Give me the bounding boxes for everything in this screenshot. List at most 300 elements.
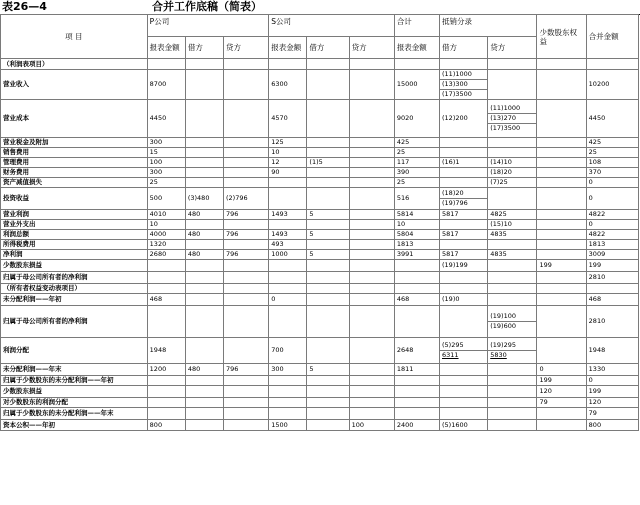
cell-p-credit: (2)796 [224,188,269,210]
cell-consolidated: 370 [586,168,638,178]
cell-s-report: 493 [269,240,307,250]
cell-p-credit [224,178,269,188]
cell-s-credit [349,284,394,294]
cell-p-debit: 480 [185,210,223,220]
cell-elim-debit [440,168,488,178]
elimination-entry: (16)1 [442,158,460,166]
cell-p-debit [185,398,223,408]
cell-s-credit [349,100,394,138]
cell-total: 1811 [394,364,439,376]
cell-p-report: 10 [147,220,185,230]
cell-p-credit [224,386,269,398]
elimination-entry: (11)1000 [442,70,472,78]
cell-p-report: 1200 [147,364,185,376]
row-label: 少数股东损益 [1,386,148,398]
table-row [1,168,639,178]
cell-elim-credit [488,364,537,376]
cell-p-report [147,376,185,386]
cell-minority [537,338,586,364]
elimination-entry: (19)600 [488,321,536,331]
row-label: 销售费用 [1,148,148,158]
table-row [1,284,639,294]
cell-minority [537,188,586,210]
cell-s-debit: 5 [307,250,349,260]
row-label: 营业利润 [1,210,148,220]
cell-p-debit [185,178,223,188]
cell-elim-credit [488,178,537,188]
cell-p-debit [185,220,223,230]
cell-minority [537,178,586,188]
cell-total [394,59,439,70]
table-row [1,408,639,420]
cell-elim-credit [488,138,537,148]
header-minority: 少数股东权益 [537,15,586,59]
cell-s-report [269,306,307,338]
cell-total: 1813 [394,240,439,250]
row-label: 净利润 [1,250,148,260]
cell-total [394,408,439,420]
elimination-entry: (13)270 [488,113,536,123]
cell-elim-debit [440,272,488,284]
cell-s-credit [349,250,394,260]
cell-p-credit [224,306,269,338]
cell-elim-credit [488,188,537,210]
cell-elim-debit [440,398,488,408]
cell-elim-credit [488,210,537,220]
cell-elim-debit [440,220,488,230]
cell-elim-debit [440,100,488,138]
cell-s-report [269,220,307,230]
cell-s-debit [307,70,349,100]
cell-s-debit: (1)5 [307,158,349,168]
table-row [1,386,639,398]
cell-p-debit [185,294,223,306]
row-label: 利润分配 [1,338,148,364]
cell-s-report [269,284,307,294]
cell-s-credit [349,188,394,210]
cell-consolidated: 108 [586,158,638,168]
cell-p-report: 1320 [147,240,185,250]
cell-s-credit [349,70,394,100]
cell-p-report [147,386,185,398]
cell-s-debit: 5 [307,364,349,376]
cell-p-report: 300 [147,138,185,148]
cell-consolidated: 199 [586,260,638,272]
cell-s-debit [307,59,349,70]
cell-total [394,306,439,338]
header-s-credit: 贷方 [349,37,394,59]
cell-s-report: 300 [269,364,307,376]
cell-p-credit [224,420,269,431]
cell-s-report: 0 [269,294,307,306]
table-row [1,364,639,376]
cell-p-credit: 796 [224,364,269,376]
row-label: 营业收入 [1,70,148,100]
table-row [1,250,639,260]
cell-s-report [269,59,307,70]
cell-p-report [147,272,185,284]
cell-total [394,284,439,294]
elimination-entry: (19)295 [490,341,516,349]
cell-s-report [269,178,307,188]
cell-minority [537,220,586,230]
elimination-entry: (13)300 [440,79,487,89]
table-number: 表26—4 [2,0,47,13]
cell-p-credit [224,168,269,178]
cell-p-report [147,408,185,420]
cell-total: 516 [394,188,439,210]
row-label: 未分配利润——年末 [1,364,148,376]
cell-consolidated [586,284,638,294]
header-elim-credit: 贷方 [488,37,537,59]
cell-minority [537,148,586,158]
cell-consolidated [586,59,638,70]
cell-elim-debit [440,158,488,168]
cell-s-report [269,376,307,386]
cell-minority [537,420,586,431]
table-row [1,306,639,338]
cell-elim-credit [488,100,537,138]
cell-p-debit [185,338,223,364]
table-row [1,100,639,138]
cell-s-credit [349,398,394,408]
header-p-credit: 贷方 [224,37,269,59]
cell-elim-debit [440,70,488,100]
row-label: （所有者权益变动表项目） [1,284,148,294]
cell-s-debit [307,386,349,398]
cell-total: 5804 [394,230,439,240]
elimination-entry: (18)20 [490,168,512,176]
elimination-entry: (11)1000 [490,104,521,112]
cell-s-debit [307,408,349,420]
cell-total [394,386,439,398]
cell-elim-credit [488,158,537,168]
elimination-entry: (14)10 [490,158,512,166]
cell-s-debit [307,240,349,250]
cell-s-report: 1493 [269,230,307,240]
cell-elim-debit [440,178,488,188]
cell-s-credit [349,138,394,148]
cell-s-debit [307,260,349,272]
cell-total: 117 [394,158,439,168]
cell-s-credit [349,386,394,398]
cell-total: 10 [394,220,439,230]
cell-s-debit [307,148,349,158]
cell-consolidated: 79 [586,408,638,420]
cell-total [394,260,439,272]
cell-p-report: 800 [147,420,185,431]
cell-minority [537,250,586,260]
cell-minority [537,70,586,100]
cell-p-report: 468 [147,294,185,306]
cell-minority [537,138,586,148]
elimination-entry: (5)295 [442,341,464,349]
cell-elim-debit [440,408,488,420]
header-s-company: S公司 [269,15,395,37]
cell-p-report: 25 [147,178,185,188]
cell-minority: 199 [537,260,586,272]
row-label: 营业税金及附加 [1,138,148,148]
cell-s-report [269,408,307,420]
cell-elim-credit [488,284,537,294]
table-row [1,240,639,250]
row-label: 投资收益 [1,188,148,210]
cell-p-debit [185,158,223,168]
cell-s-debit [307,338,349,364]
elimination-entry: (17)3500 [488,123,536,133]
cell-s-credit [349,178,394,188]
cell-p-credit: 796 [224,250,269,260]
cell-elim-credit [488,260,537,272]
cell-s-report: 125 [269,138,307,148]
cell-elim-debit [440,364,488,376]
cell-total: 25 [394,148,439,158]
elimination-entry: 6311 [440,350,487,360]
cell-p-debit [185,240,223,250]
cell-s-debit [307,376,349,386]
cell-s-report: 1493 [269,210,307,220]
cell-p-debit: 480 [185,250,223,260]
cell-p-credit [224,220,269,230]
cell-p-report: 300 [147,168,185,178]
cell-p-debit [185,138,223,148]
cell-s-debit: 5 [307,230,349,240]
cell-s-report [269,398,307,408]
cell-elim-credit [488,230,537,240]
cell-minority [537,210,586,220]
cell-consolidated: 1948 [586,338,638,364]
cell-total: 425 [394,138,439,148]
cell-consolidated: 120 [586,398,638,408]
table-row [1,210,639,220]
cell-minority: 0 [537,364,586,376]
cell-p-debit [185,306,223,338]
cell-elim-credit [488,408,537,420]
cell-s-report: 1500 [269,420,307,431]
cell-consolidated: 468 [586,294,638,306]
cell-elim-credit [488,148,537,158]
cell-s-report [269,260,307,272]
cell-s-credit [349,148,394,158]
table-row [1,294,639,306]
cell-s-debit [307,272,349,284]
cell-consolidated: 4450 [586,100,638,138]
cell-s-report: 6300 [269,70,307,100]
cell-elim-debit [440,250,488,260]
cell-p-debit [185,376,223,386]
cell-elim-debit [440,138,488,148]
cell-p-credit [224,158,269,168]
cell-p-credit [224,70,269,100]
cell-elim-debit [440,260,488,272]
cell-s-report: 90 [269,168,307,178]
cell-consolidated: 425 [586,138,638,148]
cell-minority [537,168,586,178]
cell-s-debit [307,188,349,210]
cell-s-credit [349,168,394,178]
cell-s-credit [349,294,394,306]
row-label: 所得税费用 [1,240,148,250]
cell-consolidated: 2810 [586,272,638,284]
cell-minority: 79 [537,398,586,408]
cell-elim-credit [488,250,537,260]
cell-p-report: 2680 [147,250,185,260]
row-label: 资产减值损失 [1,178,148,188]
header-p-debit: 借方 [185,37,223,59]
cell-total: 3991 [394,250,439,260]
cell-s-debit: 5 [307,210,349,220]
cell-consolidated: 0 [586,220,638,230]
cell-p-credit [224,240,269,250]
cell-p-report [147,284,185,294]
row-label: 利润总额 [1,230,148,240]
cell-minority [537,306,586,338]
cell-s-credit [349,240,394,250]
cell-s-debit [307,306,349,338]
cell-s-credit [349,338,394,364]
cell-s-report: 700 [269,338,307,364]
cell-minority [537,230,586,240]
cell-total: 468 [394,294,439,306]
cell-s-debit [307,138,349,148]
cell-p-report: 1948 [147,338,185,364]
cell-p-report: 4450 [147,100,185,138]
cell-consolidated: 2810 [586,306,638,338]
table-row [1,188,639,210]
cell-s-credit [349,59,394,70]
cell-p-credit [224,398,269,408]
cell-minority [537,100,586,138]
cell-p-credit [224,408,269,420]
cell-elim-debit [440,420,488,431]
cell-consolidated: 4822 [586,230,638,240]
table-row [1,138,639,148]
cell-elim-credit [488,272,537,284]
cell-elim-debit [440,240,488,250]
table-title: 合并工作底稿（简表） [152,0,262,13]
cell-consolidated: 199 [586,386,638,398]
cell-elim-debit [440,210,488,220]
cell-elim-credit [488,240,537,250]
cell-p-debit [185,386,223,398]
cell-minority [537,240,586,250]
cell-p-credit [224,138,269,148]
cell-elim-debit [440,386,488,398]
cell-minority [537,158,586,168]
cell-minority [537,284,586,294]
cell-p-report: 100 [147,158,185,168]
cell-p-debit [185,272,223,284]
header-total-report: 报表金额 [394,37,439,59]
row-label: （利润表项目） [1,59,148,70]
cell-consolidated: 4822 [586,210,638,220]
cell-minority [537,272,586,284]
cell-s-debit [307,420,349,431]
cell-total: 9020 [394,100,439,138]
cell-p-debit: (3)480 [185,188,223,210]
cell-elim-debit [440,148,488,158]
table-row [1,376,639,386]
table-body [1,59,639,431]
cell-s-credit [349,364,394,376]
cell-p-debit: 480 [185,230,223,240]
cell-total [394,376,439,386]
elimination-entry: (7)25 [490,178,508,186]
row-label: 管理费用 [1,158,148,168]
cell-s-credit [349,158,394,168]
cell-p-debit [185,59,223,70]
cell-s-debit [307,168,349,178]
cell-minority: 120 [537,386,586,398]
row-label: 归属于母公司所有者的净利润 [1,306,148,338]
cell-p-credit [224,272,269,284]
cell-p-report: 500 [147,188,185,210]
cell-consolidated: 3009 [586,250,638,260]
header-consolidated: 合并金额 [586,15,638,59]
table-row [1,178,639,188]
cell-p-debit [185,70,223,100]
table-row [1,420,639,431]
cell-total: 390 [394,168,439,178]
cell-elim-credit [488,306,537,338]
cell-elim-credit [488,70,537,100]
cell-s-report: 4570 [269,100,307,138]
cell-p-report [147,398,185,408]
cell-s-credit: 100 [349,420,394,431]
cell-elim-debit [440,294,488,306]
cell-elim-debit [440,338,488,364]
row-label: 对少数股东的利润分配 [1,398,148,408]
cell-consolidated: 0 [586,178,638,188]
cell-elim-credit [488,294,537,306]
cell-p-report [147,260,185,272]
header-elimination: 抵销分录 [440,15,537,37]
table-row [1,338,639,364]
cell-s-credit [349,306,394,338]
elimination-entry: 4825 [490,210,507,218]
cell-p-debit: 480 [185,364,223,376]
cell-p-credit [224,284,269,294]
row-label: 归属于母公司所有者的净利润 [1,272,148,284]
cell-p-report: 4010 [147,210,185,220]
consolidation-table [0,14,639,431]
row-label: 归属于少数股东的未分配利润——年末 [1,408,148,420]
cell-p-credit [224,376,269,386]
cell-p-credit [224,294,269,306]
cell-elim-credit [488,420,537,431]
cell-p-credit: 796 [224,230,269,240]
elimination-entry: (17)3500 [440,89,487,99]
cell-s-debit [307,100,349,138]
cell-total: 2400 [394,420,439,431]
elimination-entry: 4835 [490,230,507,238]
cell-s-debit [307,284,349,294]
row-label: 营业外支出 [1,220,148,230]
cell-s-report: 1000 [269,250,307,260]
cell-elim-debit [440,59,488,70]
row-label: 营业成本 [1,100,148,138]
row-label: 资本公积——年初 [1,420,148,431]
cell-s-report [269,272,307,284]
table-row [1,220,639,230]
elimination-entry: (18)20 [442,189,464,197]
cell-consolidated: 0 [586,376,638,386]
cell-p-debit [185,284,223,294]
header-total: 合计 [394,15,439,37]
cell-p-report [147,59,185,70]
table-row [1,260,639,272]
header-s-report: 报表金额 [269,37,307,59]
